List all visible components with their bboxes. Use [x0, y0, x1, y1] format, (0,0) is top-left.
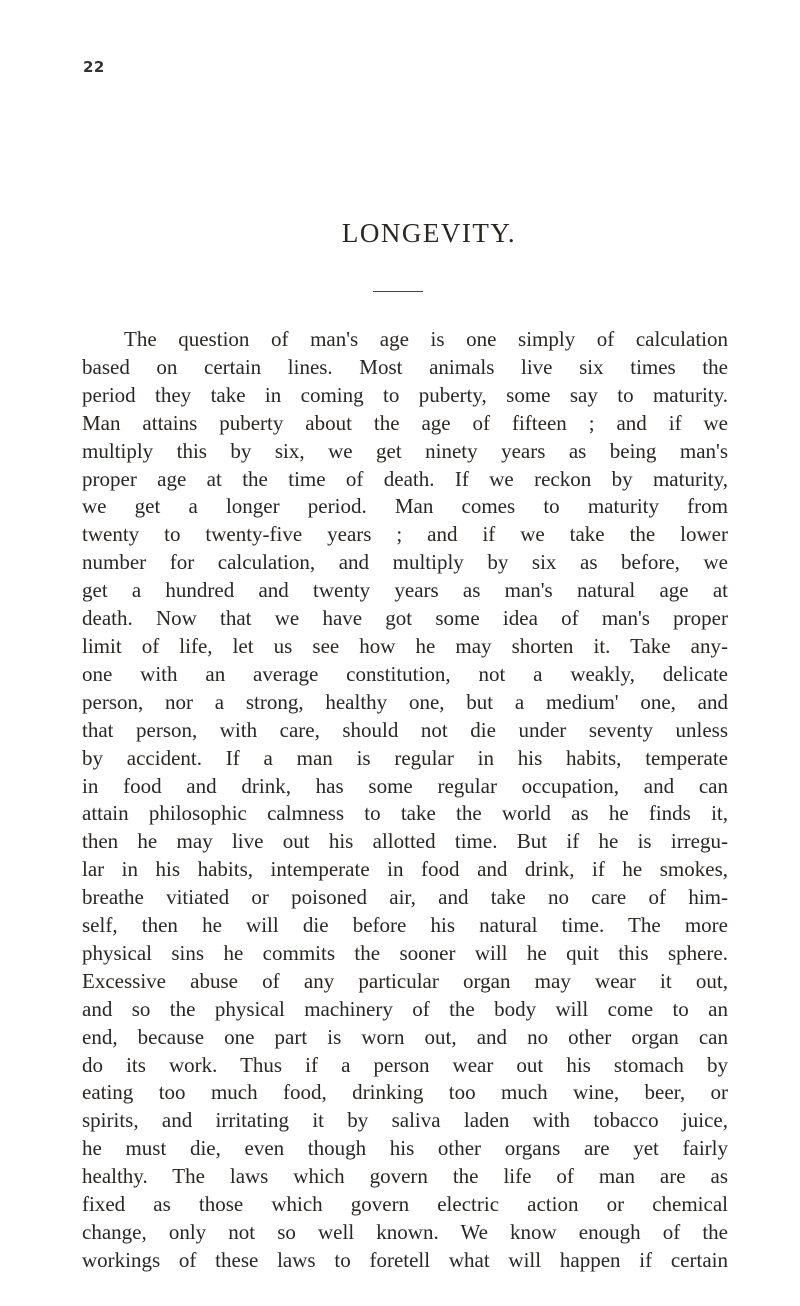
- text-line: period they take in coming to puberty, some say to maturity.: [82, 382, 728, 407]
- text-line: self, then he will die before his natural time. The more: [82, 913, 728, 938]
- text-line: multiply this by six, we get ninety years as being man's: [82, 438, 728, 463]
- text-line: based on certain lines. Most animals live six times the: [82, 354, 728, 379]
- text-line: that person, with care, should not die under seventy unless: [82, 717, 728, 742]
- text-line: Excessive abuse of any particular organ may wear it out,: [82, 968, 728, 993]
- text-line: limit of life, let us see how he may shorten it. Take any-: [82, 633, 728, 658]
- body-paragraph: [82, 326, 728, 1275]
- text-line: lar in his habits, intemperate in food and drink, if he smokes,: [82, 857, 728, 882]
- text-line: we get a longer period. Man comes to maturity from: [82, 494, 728, 519]
- title-divider: [373, 291, 423, 292]
- text-line: proper age at the time of death. If we reckon by maturity,: [82, 466, 728, 491]
- text-line: healthy. The laws which govern the life of man are as: [82, 1164, 728, 1189]
- text-line: end, because one part is worn out, and no other organ can: [82, 1024, 728, 1049]
- text-line: person, nor a strong, healthy one, but a medium' one, and: [82, 689, 728, 714]
- text-line: number for calculation, and multiply by six as before, we: [82, 550, 728, 575]
- text-line: one with an average constitution, not a weakly, delicate: [82, 661, 728, 686]
- text-line: and so the physical machinery of the body will come to an: [82, 996, 728, 1021]
- text-line: death. Now that we have got some idea of man's proper: [82, 606, 728, 631]
- text-line: spirits, and irritating it by saliva laden with tobacco juice,: [82, 1108, 728, 1133]
- text-line: by accident. If a man is regular in his habits, temperate: [82, 745, 728, 770]
- text-line: eating too much food, drinking too much wine, beer, or: [82, 1080, 728, 1105]
- text-line: physical sins he commits the sooner will he quit this sphere.: [82, 940, 728, 965]
- text-line: get a hundred and twenty years as man's natural age at: [82, 578, 728, 603]
- text-line: Man attains puberty about the age of fifteen ; and if we: [82, 410, 728, 435]
- text-line: then he may live out his allotted time. But if he is irregu-: [82, 829, 728, 854]
- text-line: fixed as those which govern electric action or chemical: [82, 1192, 728, 1217]
- page-number: 22: [83, 58, 105, 76]
- text-line: The question of man's age is one simply of calculation: [124, 327, 728, 351]
- page-title: LONGEVITY.: [341, 218, 517, 248]
- text-line: attain philosophic calmness to take the world as he finds it,: [82, 801, 728, 826]
- text-line: he must die, even though his other organs are yet fairly: [82, 1136, 728, 1161]
- text-line: change, only not so well known. We know enough of the: [82, 1220, 728, 1244]
- text-line: do its work. Thus if a person wear out his stomach by: [82, 1052, 728, 1077]
- text-line: breathe vitiated or poisoned air, and take no care of him-: [82, 885, 728, 910]
- text-line: in food and drink, has some regular occupation, and can: [82, 773, 728, 798]
- text-line: workings of these laws to foretell what will happen if certain: [82, 1247, 728, 1272]
- text-line: twenty to twenty-five years ; and if we take the lower: [82, 522, 728, 547]
